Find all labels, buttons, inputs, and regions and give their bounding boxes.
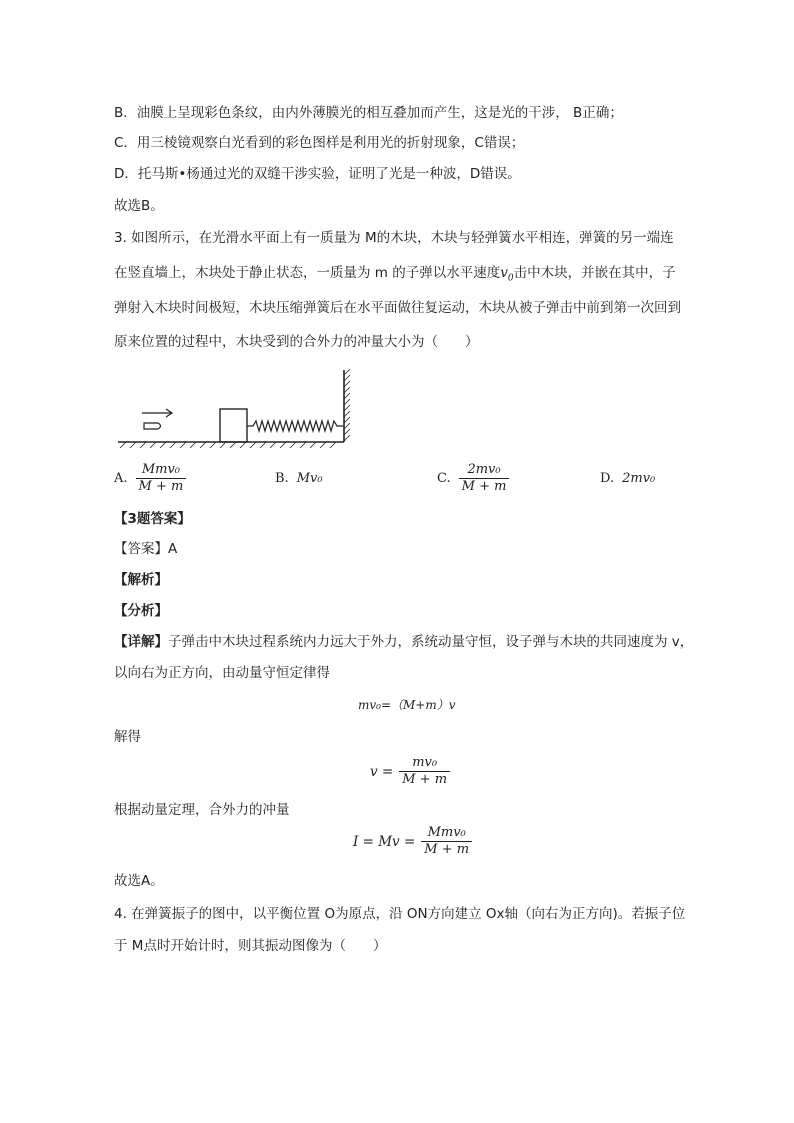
option-b[interactable] <box>275 471 323 486</box>
line-option-c-explanation: C．用三棱镜观察白光看到的彩色图样是利用光的折射现象，C错误； <box>114 135 525 151</box>
q3-line-4: 原来位置的过程中，木块受到的合外力的冲量大小为（ ） <box>114 334 479 350</box>
equation-impulse-lhs: I = Mv = <box>353 833 416 850</box>
q3-line-2b: 击中木块，并嵌在其中，子 <box>513 265 676 281</box>
option-b-value: Mv₀ <box>296 471 323 486</box>
fenxi-header: 【分析】 <box>114 603 168 619</box>
wall-hatch <box>344 369 350 441</box>
equation-velocity <box>370 755 450 788</box>
equation-velocity-fraction: $\frac{\text{mv₀}}{M + m}$ <box>399 755 450 788</box>
equation-impulse <box>353 825 472 858</box>
q4-line-2: 于 M点时开始计时，则其振动图像为（ ） <box>114 938 387 954</box>
answer-line: 【答案】A <box>114 541 178 557</box>
jiede-line: 解得 <box>114 729 141 745</box>
bullet-icon <box>144 423 161 429</box>
option-c-fraction: $\frac{\text{2mv₀}}{M + m}$ <box>459 462 510 495</box>
q3-diagram <box>110 365 360 455</box>
spring-icon <box>247 421 343 431</box>
equation-momentum: mv₀=（M+m）v <box>358 698 456 712</box>
option-d[interactable] <box>600 471 655 486</box>
q3-answer-header: 【3题答案】 <box>114 511 191 527</box>
option-d-label: D. <box>600 471 615 486</box>
option-a-fraction: $\frac{\text{Mmv₀}}{M + m}$ <box>136 462 187 495</box>
floor-hatch <box>120 442 336 448</box>
q3-line-2a: 在竖直墙上，木块处于静止状态，一质量为 m 的子弹以水平速度 <box>114 265 501 281</box>
option-a[interactable] <box>114 462 186 495</box>
wood-block <box>220 409 247 442</box>
v0-symbol: $v_0$ <box>500 265 514 284</box>
detail-header: 【详解】 <box>114 634 168 650</box>
genju-line: 根据动量定理，合外力的冲量 <box>114 802 290 818</box>
option-c[interactable] <box>437 462 509 495</box>
q3-line-2 <box>114 264 676 288</box>
equation-velocity-lhs: v = <box>370 763 394 780</box>
detail-text: 子弹击中木块过程系统内力远大于外力，系统动量守恒，设子弹与木块的共同速度为 v， <box>168 634 694 650</box>
q4-line-1: 4. 在弹簧振子的图中，以平衡位置 O为原点，沿 ON方向建立 Ox轴（向右为正方向)。若振子位 <box>114 906 686 922</box>
equation-impulse-fraction: $\frac{\text{Mmv₀}}{M + m}$ <box>421 825 472 858</box>
option-b-label: B. <box>275 471 289 486</box>
line-option-b-explanation: B．油膜上呈现彩色条纹，由内外薄膜光的相互叠加而产生，这是光的干涉， B正确； <box>114 105 623 121</box>
detail-line-1 <box>114 633 693 651</box>
analysis-header: 【解析】 <box>114 572 168 588</box>
line-choose-b: 故选B。 <box>114 198 164 214</box>
q3-line-3: 弹射入木块时间极短，木块压缩弹簧后在水平面做往复运动，木块从被子弹击中前到第一次回到 <box>114 300 681 316</box>
q3-line-1: 3. 如图所示，在光滑水平面上有一质量为 M的木块，木块与轻弹簧水平相连，弹簧的另一端连 <box>114 230 674 246</box>
detail-line-2: 以向右为正方向，由动量守恒定律得 <box>114 665 330 681</box>
option-a-label: A. <box>114 471 128 486</box>
option-c-label: C. <box>437 471 451 486</box>
bullet-arrow-icon <box>142 409 172 417</box>
line-choose-a: 故选A。 <box>114 873 164 889</box>
option-d-value: 2mv₀ <box>622 471 656 486</box>
line-option-d-explanation: D．托马斯•杨通过光的双缝干涉实验，证明了光是一种波，D错误。 <box>114 166 521 182</box>
